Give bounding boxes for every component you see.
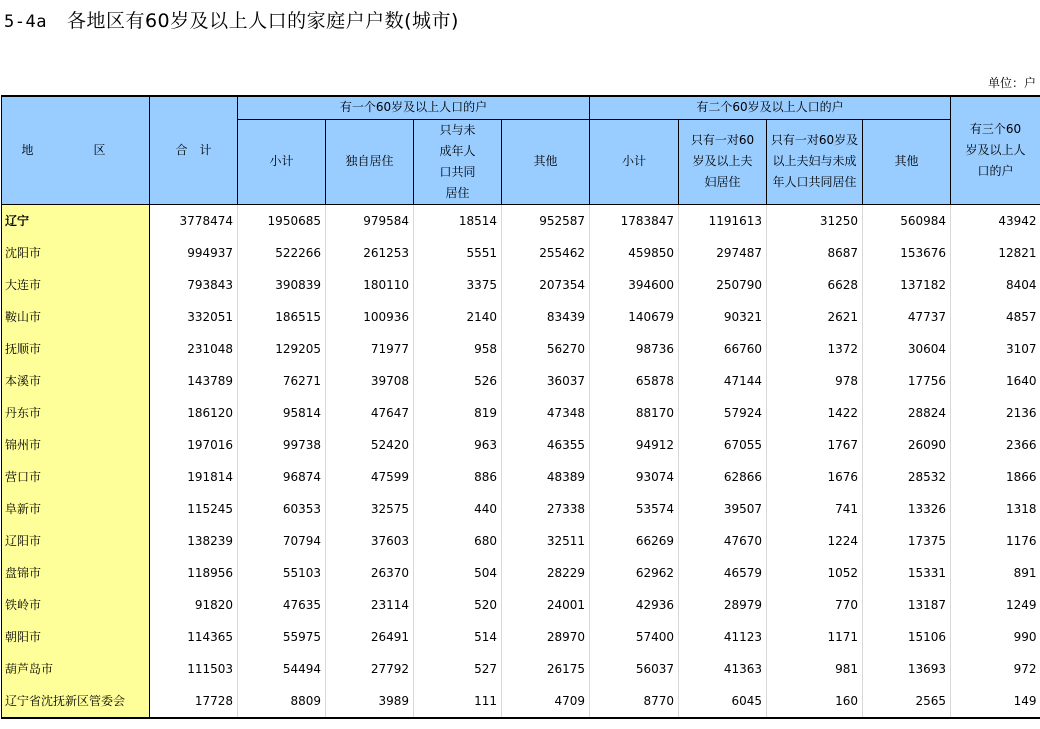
value-cell: 2140 <box>414 301 502 333</box>
value-cell: 527 <box>414 653 502 685</box>
value-cell: 6045 <box>679 685 767 718</box>
value-cell: 90321 <box>679 301 767 333</box>
value-cell: 17375 <box>863 525 951 557</box>
value-cell: 28979 <box>679 589 767 621</box>
value-cell: 48389 <box>502 461 590 493</box>
value-cell: 261253 <box>326 237 414 269</box>
value-cell: 1176 <box>951 525 1040 557</box>
value-cell: 981 <box>767 653 863 685</box>
value-cell: 46579 <box>679 557 767 589</box>
value-cell: 3107 <box>951 333 1040 365</box>
table-row <box>2 621 1040 653</box>
value-cell: 891 <box>951 557 1040 589</box>
value-cell: 47144 <box>679 365 767 397</box>
value-cell: 32511 <box>502 525 590 557</box>
value-cell: 39708 <box>326 365 414 397</box>
value-cell: 41123 <box>679 621 767 653</box>
value-cell: 17728 <box>150 685 238 718</box>
value-cell: 186120 <box>150 397 238 429</box>
value-cell: 118956 <box>150 557 238 589</box>
header-one-alone: 独自居住 <box>326 119 414 204</box>
value-cell: 53574 <box>590 493 679 525</box>
value-cell: 54494 <box>238 653 326 685</box>
value-cell: 83439 <box>502 301 590 333</box>
table-row <box>2 685 1040 718</box>
region-name: 丹东市 <box>2 397 150 429</box>
value-cell: 332051 <box>150 301 238 333</box>
table-row <box>2 333 1040 365</box>
value-cell: 770 <box>767 589 863 621</box>
value-cell: 8770 <box>590 685 679 718</box>
value-cell: 1191613 <box>679 204 767 237</box>
value-cell: 13693 <box>863 653 951 685</box>
value-cell: 514 <box>414 621 502 653</box>
value-cell: 28824 <box>863 397 951 429</box>
value-cell: 153676 <box>863 237 951 269</box>
value-cell: 39507 <box>679 493 767 525</box>
value-cell: 66760 <box>679 333 767 365</box>
header-two-couple: 只有一对60岁及以上夫妇居住 <box>679 119 767 204</box>
value-cell: 36037 <box>502 365 590 397</box>
value-cell: 250790 <box>679 269 767 301</box>
value-cell: 680 <box>414 525 502 557</box>
value-cell: 47599 <box>326 461 414 493</box>
value-cell: 111503 <box>150 653 238 685</box>
value-cell: 2621 <box>767 301 863 333</box>
value-cell: 149 <box>951 685 1040 718</box>
value-cell: 27338 <box>502 493 590 525</box>
value-cell: 979584 <box>326 204 414 237</box>
value-cell: 12821 <box>951 237 1040 269</box>
value-cell: 41363 <box>679 653 767 685</box>
value-cell: 47348 <box>502 397 590 429</box>
value-cell: 140679 <box>590 301 679 333</box>
value-cell: 31250 <box>767 204 863 237</box>
value-cell: 522266 <box>238 237 326 269</box>
value-cell: 1640 <box>951 365 1040 397</box>
table-row <box>2 204 1040 237</box>
value-cell: 390839 <box>238 269 326 301</box>
region-name: 锦州市 <box>2 429 150 461</box>
region-name: 沈阳市 <box>2 237 150 269</box>
region-name: 盘锦市 <box>2 557 150 589</box>
header-total: 合 计 <box>150 96 238 204</box>
value-cell: 207354 <box>502 269 590 301</box>
value-cell: 57400 <box>590 621 679 653</box>
value-cell: 741 <box>767 493 863 525</box>
value-cell: 98736 <box>590 333 679 365</box>
value-cell: 23114 <box>326 589 414 621</box>
header-group-one: 有一个60岁及以上人口的户 <box>238 96 590 119</box>
value-cell: 15331 <box>863 557 951 589</box>
region-name: 铁岭市 <box>2 589 150 621</box>
value-cell: 88170 <box>590 397 679 429</box>
value-cell: 71977 <box>326 333 414 365</box>
value-cell: 3375 <box>414 269 502 301</box>
value-cell: 1422 <box>767 397 863 429</box>
header-group-three: 有三个60岁及以上人口的户 <box>951 96 1040 204</box>
data-table <box>1 95 1040 719</box>
value-cell: 972 <box>951 653 1040 685</box>
value-cell: 8809 <box>238 685 326 718</box>
value-cell: 990 <box>951 621 1040 653</box>
header-group-two: 有二个60岁及以上人口的户 <box>590 96 951 119</box>
value-cell: 13187 <box>863 589 951 621</box>
table-row <box>2 429 1040 461</box>
value-cell: 28229 <box>502 557 590 589</box>
value-cell: 129205 <box>238 333 326 365</box>
value-cell: 191814 <box>150 461 238 493</box>
value-cell: 47647 <box>326 397 414 429</box>
value-cell: 504 <box>414 557 502 589</box>
region-name: 辽宁 <box>2 204 150 237</box>
region-name: 抚顺市 <box>2 333 150 365</box>
value-cell: 994937 <box>150 237 238 269</box>
value-cell: 95814 <box>238 397 326 429</box>
value-cell: 3778474 <box>150 204 238 237</box>
value-cell: 1866 <box>951 461 1040 493</box>
table-row <box>2 269 1040 301</box>
value-cell: 111 <box>414 685 502 718</box>
value-cell: 2565 <box>863 685 951 718</box>
value-cell: 1783847 <box>590 204 679 237</box>
value-cell: 15106 <box>863 621 951 653</box>
table-row <box>2 301 1040 333</box>
table-row <box>2 397 1040 429</box>
value-cell: 4709 <box>502 685 590 718</box>
table-row <box>2 589 1040 621</box>
value-cell: 37603 <box>326 525 414 557</box>
value-cell: 91820 <box>150 589 238 621</box>
value-cell: 66269 <box>590 525 679 557</box>
value-cell: 24001 <box>502 589 590 621</box>
value-cell: 1950685 <box>238 204 326 237</box>
value-cell: 65878 <box>590 365 679 397</box>
value-cell: 17756 <box>863 365 951 397</box>
value-cell: 114365 <box>150 621 238 653</box>
value-cell: 94912 <box>590 429 679 461</box>
unit-label: 单位：户 <box>987 76 1036 90</box>
value-cell: 28970 <box>502 621 590 653</box>
value-cell: 26370 <box>326 557 414 589</box>
table-row <box>2 525 1040 557</box>
value-cell: 60353 <box>238 493 326 525</box>
region-name: 葫芦岛市 <box>2 653 150 685</box>
page-title <box>4 6 459 33</box>
value-cell: 1224 <box>767 525 863 557</box>
value-cell: 8687 <box>767 237 863 269</box>
value-cell: 67055 <box>679 429 767 461</box>
value-cell: 99738 <box>238 429 326 461</box>
region-name: 辽宁省沈抚新区管委会 <box>2 685 150 718</box>
value-cell: 6628 <box>767 269 863 301</box>
value-cell: 26175 <box>502 653 590 685</box>
value-cell: 886 <box>414 461 502 493</box>
region-name: 阜新市 <box>2 493 150 525</box>
value-cell: 47670 <box>679 525 767 557</box>
value-cell: 2366 <box>951 429 1040 461</box>
value-cell: 440 <box>414 493 502 525</box>
table-row <box>2 365 1040 397</box>
value-cell: 28532 <box>863 461 951 493</box>
value-cell: 180110 <box>326 269 414 301</box>
header-region: 地 区 <box>2 96 150 204</box>
value-cell: 13326 <box>863 493 951 525</box>
value-cell: 526 <box>414 365 502 397</box>
value-cell: 56270 <box>502 333 590 365</box>
value-cell: 62962 <box>590 557 679 589</box>
table-row <box>2 237 1040 269</box>
value-cell: 55103 <box>238 557 326 589</box>
value-cell: 4857 <box>951 301 1040 333</box>
value-cell: 96874 <box>238 461 326 493</box>
value-cell: 2136 <box>951 397 1040 429</box>
value-cell: 231048 <box>150 333 238 365</box>
value-cell: 8404 <box>951 269 1040 301</box>
value-cell: 255462 <box>502 237 590 269</box>
value-cell: 26491 <box>326 621 414 653</box>
value-cell: 160 <box>767 685 863 718</box>
value-cell: 197016 <box>150 429 238 461</box>
value-cell: 137182 <box>863 269 951 301</box>
header-one-with-minor: 只与未成年人口共同居住 <box>414 119 502 204</box>
header-two-subtotal: 小计 <box>590 119 679 204</box>
value-cell: 958 <box>414 333 502 365</box>
value-cell: 5551 <box>414 237 502 269</box>
value-cell: 978 <box>767 365 863 397</box>
table-row <box>2 653 1040 685</box>
value-cell: 1052 <box>767 557 863 589</box>
value-cell: 42936 <box>590 589 679 621</box>
value-cell: 143789 <box>150 365 238 397</box>
value-cell: 70794 <box>238 525 326 557</box>
value-cell: 115245 <box>150 493 238 525</box>
value-cell: 47635 <box>238 589 326 621</box>
value-cell: 57924 <box>679 397 767 429</box>
value-cell: 520 <box>414 589 502 621</box>
value-cell: 819 <box>414 397 502 429</box>
header-two-other: 其他 <box>863 119 951 204</box>
region-name: 营口市 <box>2 461 150 493</box>
value-cell: 186515 <box>238 301 326 333</box>
value-cell: 100936 <box>326 301 414 333</box>
value-cell: 56037 <box>590 653 679 685</box>
value-cell: 1372 <box>767 333 863 365</box>
value-cell: 32575 <box>326 493 414 525</box>
value-cell: 1676 <box>767 461 863 493</box>
value-cell: 43942 <box>951 204 1040 237</box>
value-cell: 18514 <box>414 204 502 237</box>
value-cell: 1171 <box>767 621 863 653</box>
value-cell: 560984 <box>863 204 951 237</box>
value-cell: 62866 <box>679 461 767 493</box>
region-name: 朝阳市 <box>2 621 150 653</box>
region-name: 辽阳市 <box>2 525 150 557</box>
value-cell: 952587 <box>502 204 590 237</box>
value-cell: 46355 <box>502 429 590 461</box>
table-row <box>2 557 1040 589</box>
value-cell: 1767 <box>767 429 863 461</box>
value-cell: 3989 <box>326 685 414 718</box>
region-name: 本溪市 <box>2 365 150 397</box>
header-one-other: 其他 <box>502 119 590 204</box>
value-cell: 30604 <box>863 333 951 365</box>
header-one-subtotal: 小计 <box>238 119 326 204</box>
value-cell: 793843 <box>150 269 238 301</box>
value-cell: 459850 <box>590 237 679 269</box>
value-cell: 76271 <box>238 365 326 397</box>
region-name: 鞍山市 <box>2 301 150 333</box>
value-cell: 93074 <box>590 461 679 493</box>
value-cell: 27792 <box>326 653 414 685</box>
region-name: 大连市 <box>2 269 150 301</box>
value-cell: 138239 <box>150 525 238 557</box>
table-title: 各地区有60岁及以上人口的家庭户户数(城市) <box>66 10 459 32</box>
value-cell: 26090 <box>863 429 951 461</box>
table-number: 5-4a <box>4 12 47 32</box>
header-two-couple-minor: 只有一对60岁及以上夫妇与未成年人口共同居住 <box>767 119 863 204</box>
table-row <box>2 461 1040 493</box>
value-cell: 963 <box>414 429 502 461</box>
value-cell: 52420 <box>326 429 414 461</box>
table-row <box>2 493 1040 525</box>
value-cell: 47737 <box>863 301 951 333</box>
value-cell: 1318 <box>951 493 1040 525</box>
value-cell: 297487 <box>679 237 767 269</box>
value-cell: 1249 <box>951 589 1040 621</box>
value-cell: 55975 <box>238 621 326 653</box>
value-cell: 394600 <box>590 269 679 301</box>
